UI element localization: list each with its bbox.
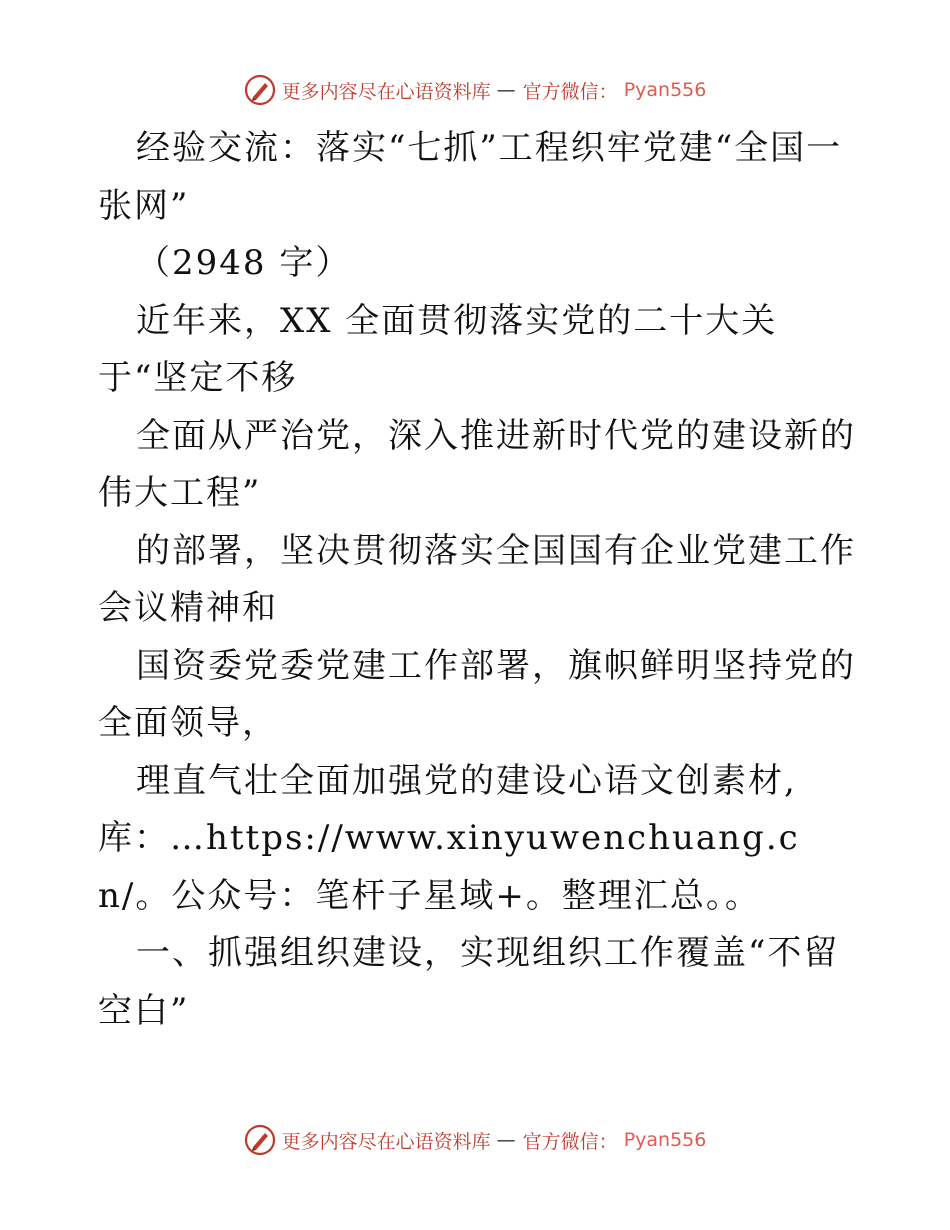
watermark-text: 更多内容尽在心语资料库 (281, 1130, 491, 1153)
watermark-separator: — (496, 79, 517, 101)
word-count: （2948 字） (136, 243, 352, 283)
watermark-contact-id: Pyan556 (623, 79, 707, 101)
paragraph-2: 全面从严治党，深入推进新时代党的建设新的伟大工程” (98, 415, 856, 513)
document-body (98, 120, 858, 1040)
watermark-contact-id: Pyan556 (623, 1129, 707, 1151)
watermark-text: 更多内容尽在心语资料库 (281, 80, 491, 103)
watermark-separator: — (496, 1129, 517, 1151)
footer-watermark (0, 1124, 950, 1156)
paragraph-4: 国资委党委党建工作部署，旗帜鲜明坚持党的全面领导， (98, 645, 856, 743)
paragraph-5: 理直气壮全面加强党的建设心语文创素材, (136, 760, 797, 801)
header-watermark (0, 74, 950, 106)
watermark-contact-label: 官方微信： (522, 80, 618, 103)
section-heading: 一、抓强组织建设，实现组织工作覆盖“不留空白” (98, 933, 840, 1031)
paragraph-1: 近年来，XX 全面贯彻落实党的二十大关于“坚定不移 (98, 300, 778, 398)
document-title: 经验交流：落实“七抓”工程织牢党建“全国一张网” (98, 128, 843, 226)
paragraph-3: 的部署，坚决贯彻落实全国国有企业党建工作会议精神和 (98, 530, 856, 628)
pen-seal-icon (244, 74, 276, 106)
watermark-contact-label: 官方微信： (522, 1130, 618, 1153)
source-line: 库：…https://www.xinyuwenchuang.cn/。公众号：笔杆子星域+。整理汇总。。 (98, 818, 800, 916)
pen-seal-icon (244, 1124, 276, 1156)
